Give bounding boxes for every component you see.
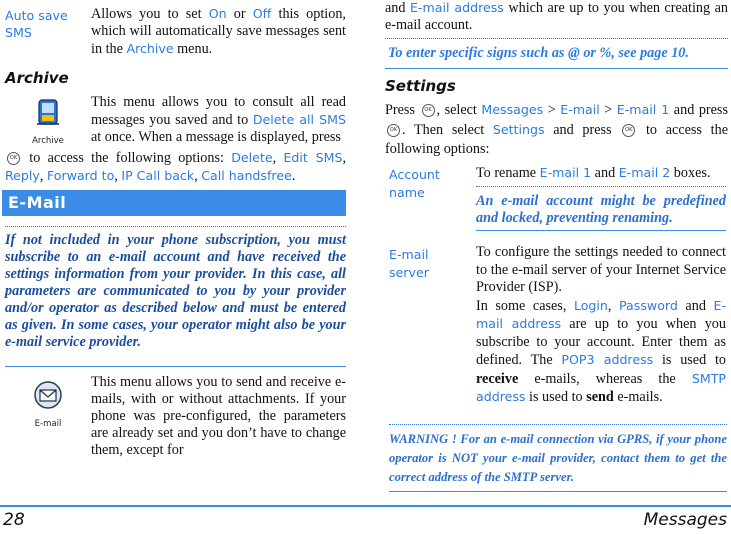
messages-menu-ref: Messages (481, 102, 544, 117)
footer-section-title: Messages (643, 510, 727, 530)
ok-key-icon: OK (422, 104, 435, 117)
option-reply: Reply (5, 168, 40, 183)
archive-icon (33, 96, 63, 128)
footer-rule (0, 505, 731, 507)
settings-instructions (385, 100, 728, 159)
warning-bottom-rule (389, 491, 727, 492)
text: e-mails, whereas the (518, 370, 692, 387)
send-bold: send (586, 389, 614, 405)
email-1-ref: E-mail 1 (616, 102, 670, 117)
delete-all-sms-option: Delete all SMS (252, 112, 346, 127)
account-name-term: Account name (389, 167, 440, 200)
text: , (114, 168, 122, 184)
note-bottom-rule (5, 366, 346, 367)
option-delete: Delete (231, 150, 273, 165)
account-name-description (476, 164, 726, 182)
text: . Then select (402, 122, 493, 138)
gprs-warning: WARNING ! For an e-mail connection via GPRS, if your phone operator is NOT your e-mail provider, contact them to get the correct address of the SMTP server. (389, 432, 727, 484)
note-top-rule (385, 38, 728, 39)
email-server-term: E-mail server (389, 247, 429, 280)
archive-icon-label: Archive (32, 136, 64, 146)
account-predefined-note: An e-mail account might be predefined and locked, preventing renaming. (476, 193, 726, 226)
text: and press (544, 122, 612, 138)
text: to access the following options: (22, 150, 232, 166)
archive-text-1 (91, 94, 346, 146)
note-top-rule (476, 186, 726, 187)
text: Allows you to set (91, 6, 209, 22)
smtp-address-ref: SMTP address (476, 370, 726, 404)
text: . (291, 168, 296, 184)
ok-key-icon: OK (7, 152, 20, 165)
ok-key-icon: OK (622, 124, 635, 137)
text: and press (669, 102, 728, 118)
text: > (543, 102, 561, 118)
text: this option, which will automatically save messages sent in the (91, 6, 346, 57)
text: , (607, 297, 620, 314)
archive-menu-icon (28, 96, 68, 146)
auto-save-sms-description (91, 5, 346, 58)
text: menu. (173, 41, 213, 57)
text: In some cases, (476, 297, 574, 314)
option-forward-to: Forward to (46, 168, 115, 183)
page-number: 28 (3, 510, 25, 530)
text: and (385, 0, 410, 16)
email-subscription-note: If not included in your phone subscription, you must subscribe to an e-mail account and have received the settings information from your provider. In this case, all parameters are communicated to you by your provider and/or operator as described below and must be entered as given. In some cases, your operator might also be your e-mail service provider. (5, 232, 346, 350)
archive-menu-ref: Archive (126, 41, 174, 56)
password-ref: Password (619, 297, 678, 313)
text: To rename (476, 165, 540, 181)
text: , (272, 150, 284, 166)
text: This menu allows you to consult all read messages you saved and to (91, 94, 346, 128)
text: > (599, 102, 617, 118)
ok-key-icon: OK (387, 124, 400, 137)
text: or (226, 6, 253, 22)
settings-menu-ref: Settings (492, 122, 545, 137)
email-continued-text (385, 0, 728, 34)
option-call-handsfree: Call handsfree (201, 168, 292, 183)
option-ip-call-back: IP Call back (121, 168, 195, 183)
text: is used to (653, 352, 726, 368)
envelope-icon (33, 380, 63, 410)
text: and (677, 297, 714, 314)
email-address-ref: E-mail address (409, 0, 504, 15)
settings-heading: Settings (385, 77, 456, 95)
text: , select (436, 102, 482, 118)
login-ref: Login (573, 297, 608, 313)
archive-heading: Archive (5, 69, 69, 87)
note-top-rule (5, 226, 346, 227)
option-edit-sms: Edit SMS (283, 150, 343, 165)
on-option: On (208, 6, 227, 21)
email-menu-icon (28, 380, 68, 429)
email-server-description (476, 244, 726, 407)
text: is used to (525, 389, 587, 405)
receive-bold: receive (476, 370, 519, 387)
email-section-title: E-Mail (2, 190, 346, 216)
text: boxes. (670, 165, 711, 181)
text: , (39, 168, 47, 184)
email-server-details (476, 297, 726, 407)
email-text-1 (91, 374, 346, 459)
text: e-mails. (613, 389, 663, 405)
text: This menu allows you to send and receive e-mails, with or without attachments. If your phone was pre-configured, the parameters are already set and you don’t have to change them, except for (91, 374, 346, 458)
email-menu-ref: E-mail (560, 102, 600, 117)
off-option: Off (252, 6, 272, 21)
text: , (194, 168, 202, 184)
auto-save-sms-term: Auto save SMS (5, 8, 68, 40)
warning-top-rule (389, 424, 727, 425)
email-2-ref: E-mail 2 (618, 165, 671, 180)
note-bottom-rule (476, 230, 726, 231)
text: , (342, 150, 347, 166)
email-icon-label: E-mail (34, 419, 62, 429)
note-bottom-rule (385, 68, 728, 69)
text: at once. When a message is displayed, press (91, 129, 341, 145)
text: are up to you when you subscribe to your account. Enter them as defined. The (476, 316, 726, 368)
text: to access the following options: (385, 122, 728, 157)
text: To configure the settings needed to connect to the e-mail server of your Internet Service Provider (ISP). (476, 244, 726, 295)
email-address-ref: E-mail address (476, 297, 726, 331)
text: and (591, 165, 619, 181)
text: Press (385, 102, 415, 118)
specific-signs-note: To enter specific signs such as @ or %, see page 10. (388, 45, 689, 61)
text: which are up to you when creating an e-mail account. (385, 0, 728, 33)
email-1-ref: E-mail 1 (539, 165, 592, 180)
archive-text-2 (5, 149, 346, 185)
pop3-address-ref: POP3 address (561, 352, 654, 367)
